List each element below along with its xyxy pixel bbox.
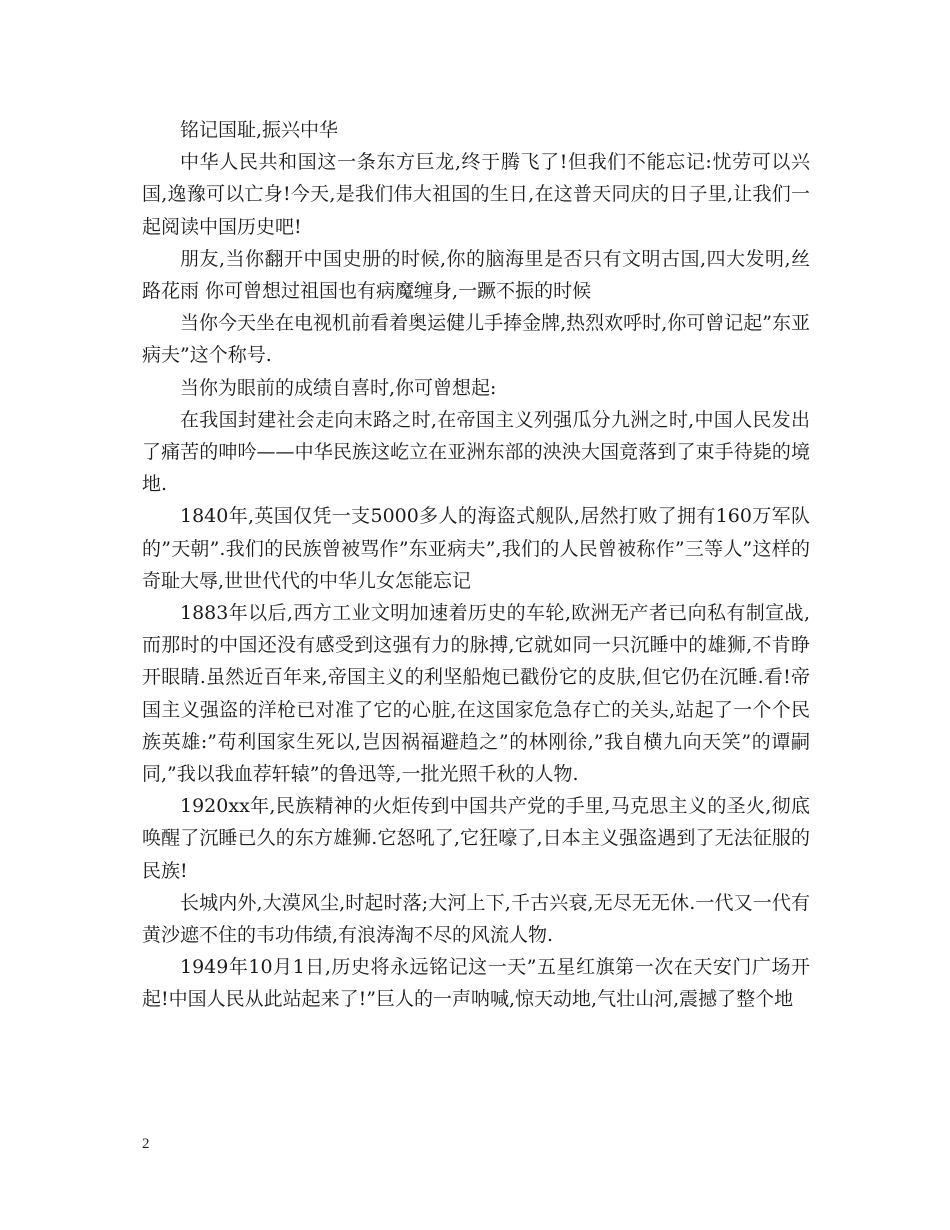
paragraph-4: 当你为眼前的成绩自喜时,你可曾想起: bbox=[180, 376, 497, 399]
paragraph-6: 1840年,英国仅凭一支5000多人的海盗式舰队,居然打败了拥有160万军队的”天朝”.我们的民族曾被骂作”东亚病夫”,我们的人民曾被称作”三等人”这样的奇耻大辱,世世代代的中华儿女怎能忘记 bbox=[142, 505, 810, 592]
paragraph-7: 1883年以后,西方工业文明加速着历史的车轮,欧洲无产者已向私有制宣战,而那时的中国还没有感受到这强有力的脉搏,它就如同一只沉睡中的雄狮,不肯睁开眼睛.虽然近百年来,帝国主义的利坚船炮已戳份它的皮肤,但它仍在沉睡.看!帝国主义强盗的洋枪已对准了它的心脏,在这国家危急存亡的关头,站起了一个个民族英雄:”苟利国家生死以,岂因祸福避趋之”的林刚徐,”我自横九向天笑”的谭嗣同,”我以我血荐轩辕”的鲁迅等,一批光照千秋的人物. bbox=[142, 602, 810, 786]
paragraph-9: 长城内外,大漠风尘,时起时落;大河上下,千古兴衰,无尽无无休.一代又一代有黄沙遮不住的韦功伟绩,有浪涛淘不尽的风流人物. bbox=[142, 891, 810, 947]
document-title: 铭记国耻,振兴中华 bbox=[180, 119, 339, 141]
paragraph-5: 在我国封建社会走向末路之时,在帝国主义列强瓜分九洲之时,中国人民发出了痛苦的呻吟——中华民族这屹立在亚洲东部的泱泱大国竟落到了束手待毙的境地. bbox=[142, 408, 810, 496]
paragraph-8: 1920xx年,民族精神的火炬传到中国共产党的手里,马克思主义的圣火,彻底唤醒了沉睡已久的东方雄狮.它怒吼了,它狂嚎了,日本主义强盗遇到了无法征服的民族! bbox=[142, 795, 810, 882]
paragraph-1: 中华人民共和国这一条东方巨龙,终于腾飞了!但我们不能忘记:忧劳可以兴国,逸豫可以亡身!今天,是我们伟大祖国的生日,在这普天同庆的日子里,让我们一起阅读中国历史吧! bbox=[142, 151, 810, 238]
document-body bbox=[142, 114, 810, 1016]
paragraph-2: 朋友,当你翻开中国史册的时候,你的脑海里是否只有文明古国,四大发明,丝路花雨 你可曾想过祖国也有病魔缠身,一蹶不振的时候 bbox=[142, 247, 810, 303]
paragraph-10: 1949年10月1日,历史将永远铭记这一天”五星红旗第一次在天安门广场开起!中国人民从此站起来了!”巨人的一声呐喊,惊天动地,气壮山河,震撼了整个地 bbox=[142, 956, 810, 1011]
paragraph-3: 当你今天坐在电视机前看着奥运健儿手捧金牌,热烈欢呼时,你可曾记起”东亚病夫”这个称号. bbox=[142, 312, 810, 367]
page-number: 2 bbox=[142, 1136, 150, 1152]
